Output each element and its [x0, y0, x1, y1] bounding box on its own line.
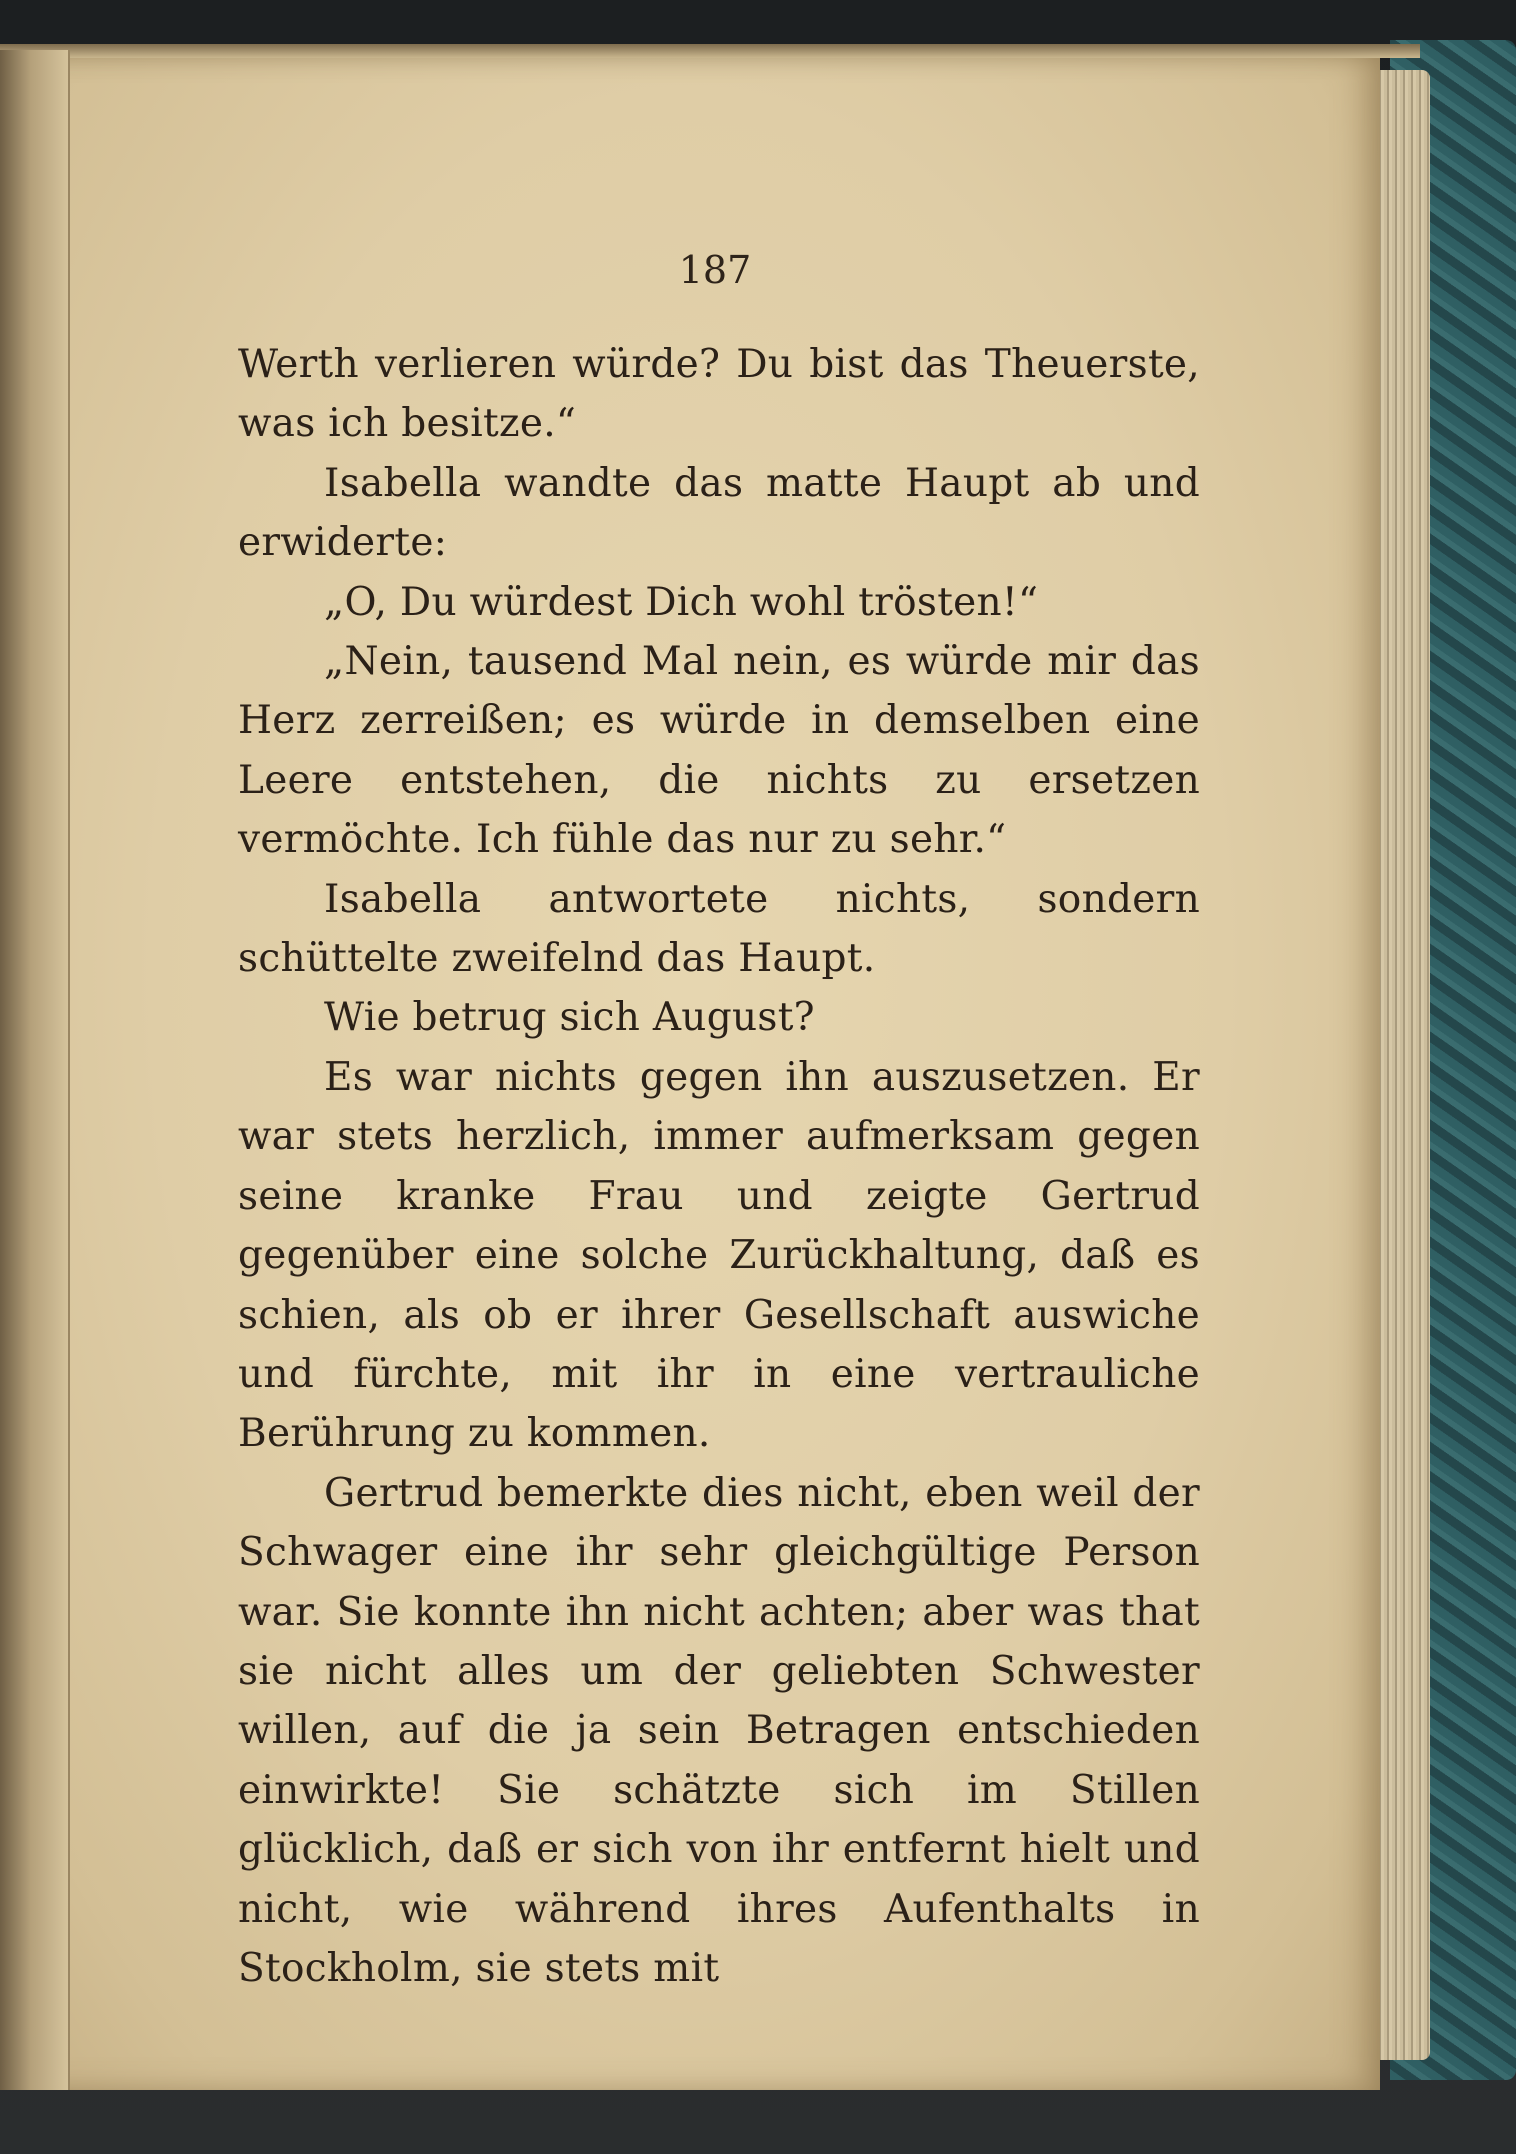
paragraph: Gertrud bemerkte dies nicht, eben weil der Schwager eine ihr sehr gleichgültige Person war. Sie konnte ihn nicht achten; aber was that sie nicht alles um der geliebten Schwester willen, auf die ja sein Betragen entschieden einwirkte! Sie schätzte sich im Stillen glücklich, daß er sich von ihr entfernt hielt und nicht, wie während ihres Aufenthalts in Stockholm, sie stets mit [238, 1470, 1200, 1991]
paragraph: Es war nichts gegen ihn auszusetzen. Er war stets herzlich, immer aufmerksam gegen seine kranke Frau und zeigte Gertrud gegenüber eine solche Zurückhaltung, daß es schien, als ob er ihrer Gesellschaft auswiche und fürchte, mit ihr in eine vertrauliche Berührung zu kommen. [238, 1054, 1200, 1457]
paragraph: Werth verlieren würde? Du bist das Theuerste, was ich besitze.“ [238, 342, 1200, 447]
page-number: 187 [678, 248, 752, 292]
book-gutter [0, 50, 70, 2090]
paragraph: Isabella wandte das matte Haupt ab und erwiderte: [238, 460, 1200, 566]
page-text [238, 335, 1200, 1998]
page-top-edge [0, 44, 1420, 58]
paragraph: Wie betrug sich August? [324, 995, 815, 1041]
paragraph: „O, Du würdest Dich wohl trösten!“ [324, 579, 1039, 625]
paragraph: Isabella antwortete nichts, sondern schüttelte zweifelnd das Haupt. [238, 876, 1200, 982]
paragraph: „Nein, tausend Mal nein, es würde mir das Herz zerreißen; es würde in demselben eine Leere entstehen, die nichts zu ersetzen vermöchte. Ich fühle das nur zu sehr.“ [238, 639, 1200, 863]
